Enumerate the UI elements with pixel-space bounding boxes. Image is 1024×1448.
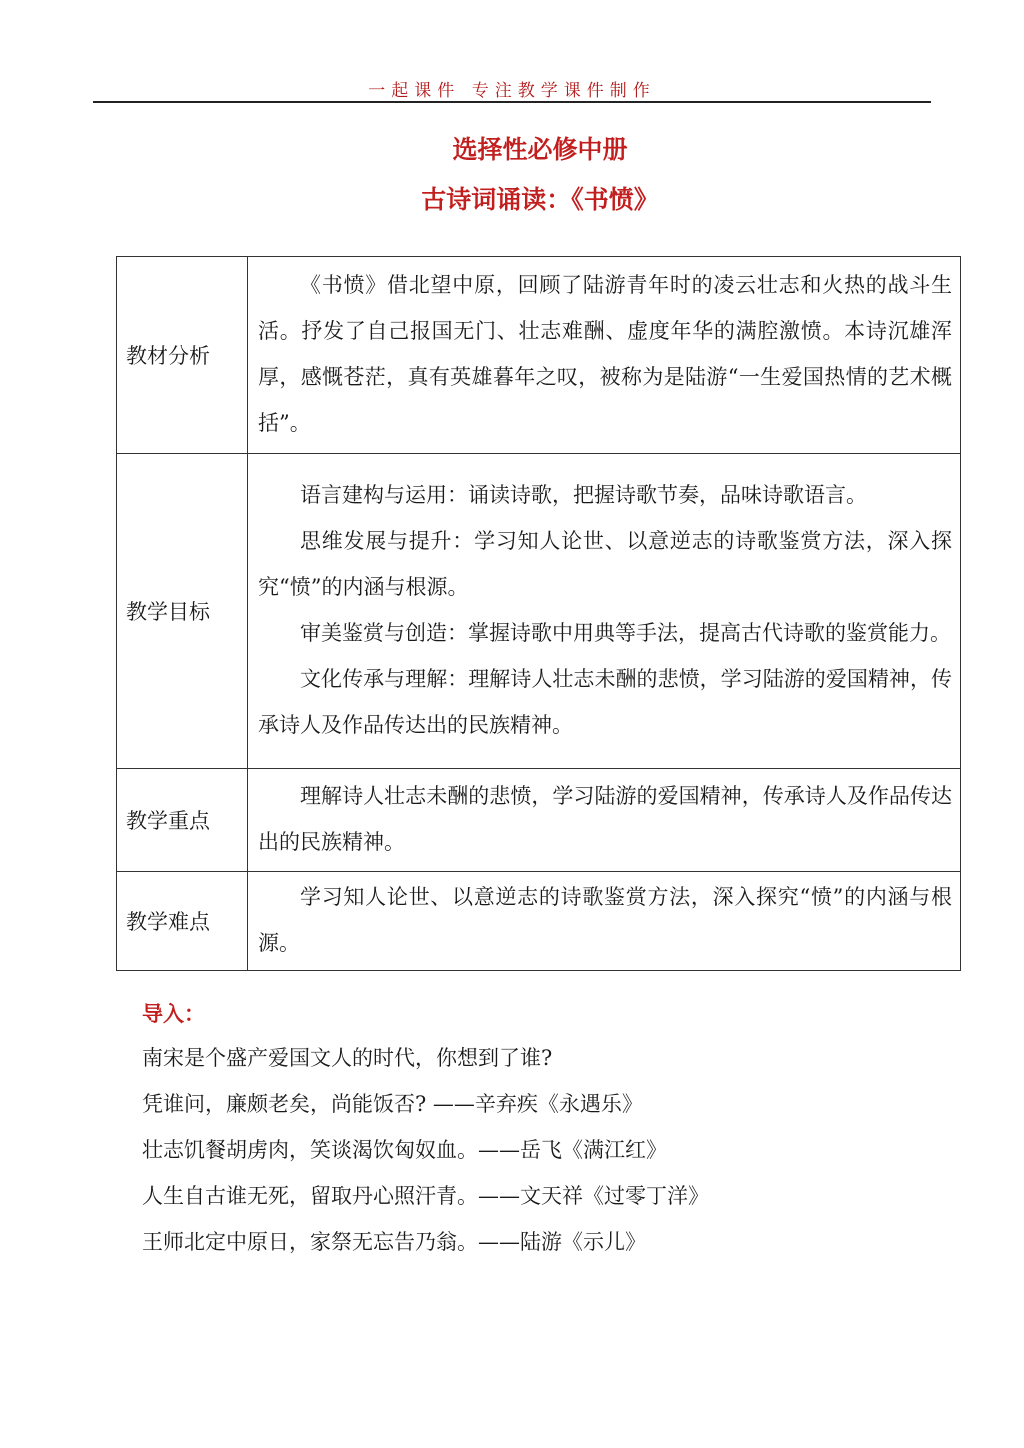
paragraph: 语言建构与运用：诵读诗歌，把握诗歌节奏，品味诗歌语言。 xyxy=(300,483,867,507)
intro-line: 人生自古谁无死，留取丹心照汗青。——文天祥《过零丁洋》 xyxy=(142,1184,709,1208)
row-content xyxy=(248,769,961,872)
row-label: 教学难点 xyxy=(117,872,248,971)
paragraph: 审美鉴赏与创造：掌握诗歌中用典等手法，提高古代诗歌的鉴赏能力。 xyxy=(300,621,951,645)
intro-line: 王师北定中原日，家祭无忘告乃翁。——陆游《示儿》 xyxy=(142,1230,646,1254)
row-content xyxy=(248,257,961,454)
paragraph: 文化传承与理解：理解诗人壮志未酬的悲愤，学习陆游的爱国精神，传承诗人及作品传达出的民族精神。 xyxy=(258,667,952,737)
row-label: 教材分析 xyxy=(117,257,248,454)
header-divider xyxy=(93,101,931,103)
intro-line: 南宋是个盛产爱国文人的时代，你想到了谁? xyxy=(142,1046,553,1070)
row-content xyxy=(248,454,961,769)
table-row-textbook-analysis xyxy=(117,257,961,454)
row-label: 教学目标 xyxy=(117,454,248,769)
paragraph: 思维发展与提升：学习知人论世、以意逆志的诗歌鉴赏方法，深入探究“愤”的内涵与根源。 xyxy=(258,529,952,599)
intro-line: 凭谁问，廉颇老矣，尚能饭否? ——辛弃疾《永遇乐》 xyxy=(142,1092,643,1116)
document-title: 选择性必修中册 xyxy=(452,135,628,164)
table-row-key-points xyxy=(117,769,961,872)
paragraph: 学习知人论世、以意逆志的诗歌鉴赏方法，深入探究“愤”的内涵与根源。 xyxy=(258,885,952,955)
intro-heading: 导入： xyxy=(142,1001,205,1026)
intro-body xyxy=(142,1035,709,1265)
row-label: 教学重点 xyxy=(117,769,248,872)
intro-line: 壮志饥餐胡虏肉，笑谈渴饮匈奴血。——岳飞《满江红》 xyxy=(142,1138,667,1162)
row-content xyxy=(248,872,961,971)
paragraph: 理解诗人壮志未酬的悲愤，学习陆游的爱国精神，传承诗人及作品传达出的民族精神。 xyxy=(258,784,952,854)
lesson-plan-table xyxy=(116,256,961,971)
table-row-difficult-points xyxy=(117,872,961,971)
paragraph: 《书愤》借北望中原，回顾了陆游青年时的凌云壮志和火热的战斗生活。抒发了自己报国无门、壮志难酬、虚度年华的满腔激愤。本诗沉雄浑厚，感慨苍茫，真有英雄暮年之叹，被称为是陆游“一生爱国热情的艺术概括”。 xyxy=(258,273,952,435)
page-header: 一起课件 专注教学课件制作 xyxy=(368,81,656,101)
table-row-teaching-goals xyxy=(117,454,961,769)
document-subtitle: 古诗词诵读：《书愤》 xyxy=(421,185,659,214)
